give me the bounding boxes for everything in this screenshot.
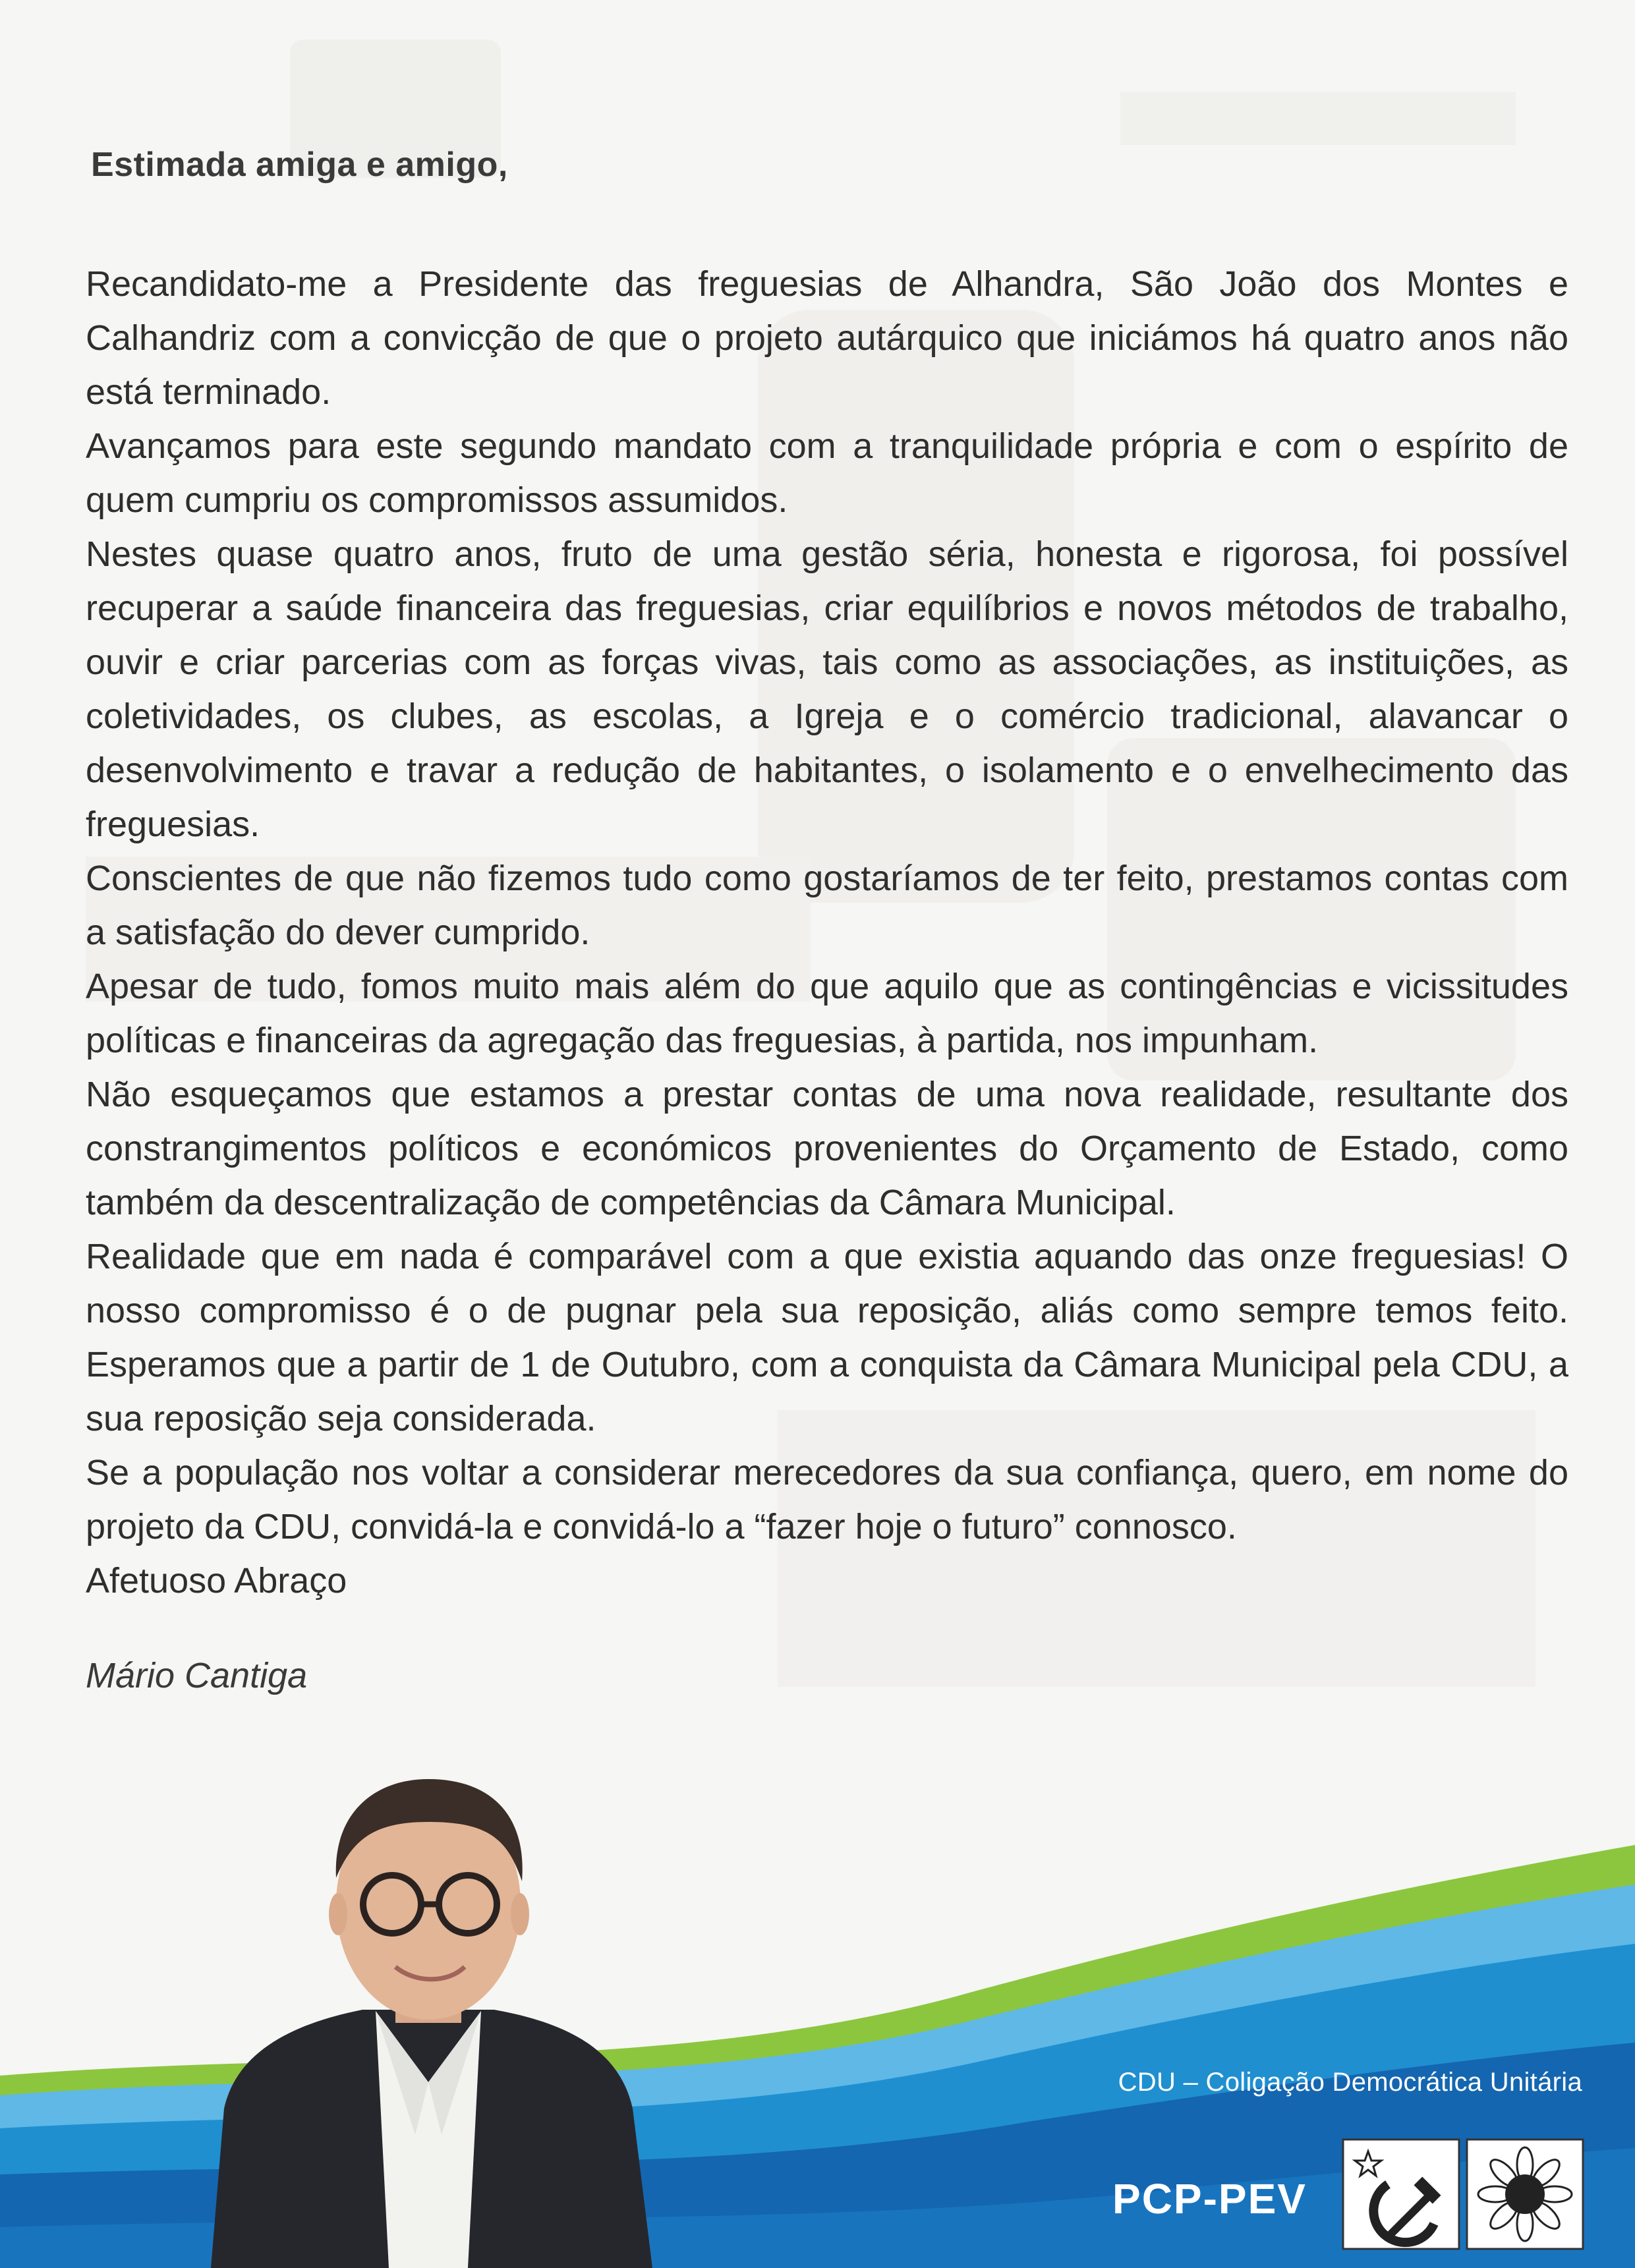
paragraph: Recandidato-me a Presidente das freguesias de Alhandra, São João dos Montes e Calhandriz com a convicção de que o projeto autárquico que iniciámos há quatro anos não está terminado. xyxy=(86,264,1568,412)
signature-name: Mário Cantiga xyxy=(86,1656,308,1695)
paragraph: Avançamos para este segundo mandato com a tranquilidade própria e com o espírito de quem cumpriu os compromissos assumidos. xyxy=(86,426,1568,520)
paragraph: Apesar de tudo, fomos muito mais além do que aquilo que as contingências e vicissitudes políticas e financeiras da agregação das freguesias, à partida, nos impunham. xyxy=(86,967,1568,1060)
closing: Afetuoso Abraço xyxy=(86,1561,347,1601)
paragraph: Se a população nos voltar a considerar merecedores da sua confiança, quero, em nome do projeto da CDU, convidá-la e convidá-lo a “fazer hoje o futuro” connosco. xyxy=(86,1453,1568,1546)
paragraph: Não esqueçamos que estamos a prestar contas de uma nova realidade, resultante dos constrangimentos políticos e económicos provenientes do Orçamento de Estado, como também da descentralização de competências da Câmara Municipal. xyxy=(86,1075,1568,1222)
paragraph: Conscientes de que não fizemos tudo como gostaríamos de ter feito, prestamos contas com a satisfação do dever cumprido. xyxy=(86,859,1568,952)
sunflower-icon xyxy=(1467,2140,1583,2249)
hammer-sickle-star-icon xyxy=(1343,2140,1459,2249)
letter-body xyxy=(86,125,1568,1696)
paragraph: Nestes quase quatro anos, fruto de uma gestão séria, honesta e rigorosa, foi possível recuperar a saúde financeira das freguesias, criar equilíbrios e novos métodos de trabalho, ouvir e criar parcerias com as forças vivas, tais como as associações, as instituições, as coletividades, os clubes, as escolas, a Igreja e o comércio tradicional, alavancar o desenvolvimento e travar a redução de habitantes, o isolamento e o envelhecimento das freguesias. xyxy=(86,534,1568,844)
party-logos xyxy=(1342,2138,1586,2254)
candidate-portrait xyxy=(198,1740,659,2268)
paragraph: Realidade que em nada é comparável com a que existia aquando das onze freguesias! O nosso compromisso é o de pugnar pela sua reposição, aliás como sempre temos feito. Esperamos que a partir de 1 de Outubro, com a conquista da Câmara Municipal pela CDU, a sua reposição seja considerada. xyxy=(86,1237,1568,1438)
party-name: PCP-PEV xyxy=(1112,2175,1307,2223)
salutation: Estimada amiga e amigo, xyxy=(91,146,508,184)
coalition-name: CDU – Coligação Democrática Unitária xyxy=(1118,2068,1582,2097)
